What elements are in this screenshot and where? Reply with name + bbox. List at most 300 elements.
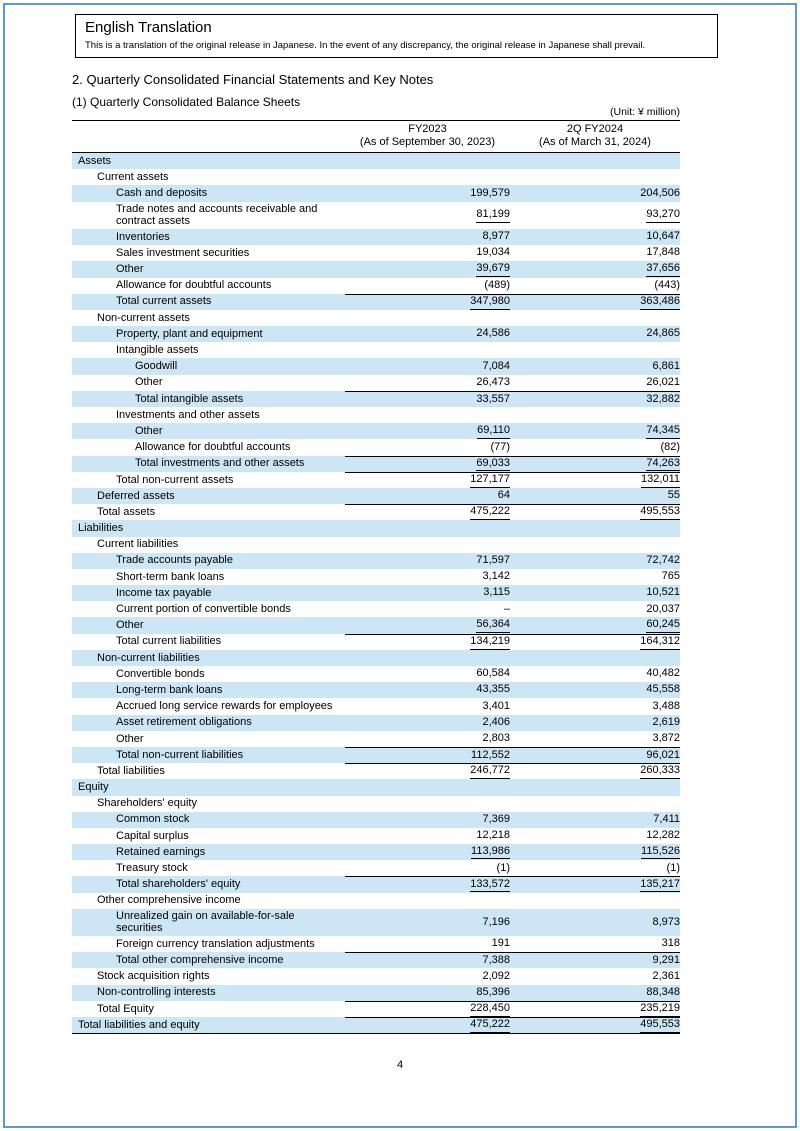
value-2q-fy2024 (510, 952, 680, 968)
value-2q-fy2024 (510, 779, 680, 795)
row-label: Inventories (116, 230, 170, 243)
amount: 495,553 (640, 505, 680, 520)
unit-note: (Unit: ¥ million) (609, 106, 680, 118)
value-fy2023 (345, 779, 510, 795)
amount: 127,177 (470, 473, 510, 488)
row-label: Total current liabilities (116, 635, 222, 648)
amount: 495,553 (640, 1018, 680, 1033)
amount: 71,597 (476, 553, 510, 566)
amount: 40,482 (646, 667, 680, 680)
value-fy2023 (345, 812, 510, 828)
amount: 113,986 (471, 845, 510, 860)
amount: 3,872 (652, 732, 680, 745)
table-row (72, 731, 680, 747)
amount: (1) (666, 861, 680, 874)
value-fy2023 (345, 763, 510, 779)
row-label: Other comprehensive income (97, 894, 241, 907)
value-2q-fy2024 (510, 812, 680, 828)
row-label: Other (135, 376, 163, 389)
table-row (72, 569, 680, 585)
amount: 24,865 (646, 327, 680, 340)
amount: 246,772 (470, 764, 510, 779)
amount: 191 (491, 937, 510, 950)
table-row (72, 375, 680, 391)
value-2q-fy2024 (510, 985, 680, 1001)
value-fy2023 (345, 617, 510, 633)
row-label: Common stock (116, 813, 190, 826)
value-fy2023 (345, 294, 510, 310)
table-row (72, 763, 680, 779)
value-2q-fy2024 (510, 358, 680, 374)
table-row (72, 520, 680, 536)
row-label: Treasury stock (116, 862, 188, 875)
amount: 74,263 (646, 457, 680, 472)
value-2q-fy2024 (510, 698, 680, 714)
amount: 10,521 (646, 586, 680, 599)
table-row (72, 456, 680, 472)
row-label: Shareholders' equity (97, 797, 197, 810)
value-fy2023 (345, 682, 510, 698)
amount: 133,572 (470, 878, 510, 893)
value-fy2023 (345, 715, 510, 731)
value-fy2023 (345, 153, 510, 169)
table-row (72, 229, 680, 245)
row-label: Total liabilities and equity (78, 1018, 200, 1031)
amount: 60,584 (476, 667, 510, 680)
subsection-title: (1) Quarterly Consolidated Balance Sheets (72, 95, 301, 109)
value-fy2023 (345, 968, 510, 984)
value-fy2023 (345, 569, 510, 585)
row-label: Other (116, 263, 144, 276)
amount: 12,218 (476, 829, 510, 842)
value-fy2023 (345, 439, 510, 455)
value-2q-fy2024 (510, 936, 680, 952)
amount: 60,245 (646, 618, 680, 633)
amount: 7,411 (653, 812, 680, 825)
table-row (72, 634, 680, 650)
value-2q-fy2024 (510, 310, 680, 326)
value-fy2023 (345, 202, 510, 229)
table-body (72, 153, 680, 1034)
value-fy2023 (345, 229, 510, 245)
table-row (72, 488, 680, 504)
amount: 64 (497, 489, 510, 502)
value-2q-fy2024 (510, 634, 680, 650)
amount: 228,450 (470, 1002, 510, 1017)
value-2q-fy2024 (510, 682, 680, 698)
amount: 347,980 (470, 295, 510, 310)
table-row (72, 952, 680, 968)
notice-title: English Translation (85, 19, 212, 36)
table-row (72, 796, 680, 812)
row-label: Property, plant and equipment (116, 327, 263, 340)
row-label: Assets (78, 154, 112, 167)
value-2q-fy2024 (510, 796, 680, 812)
amount: 69,033 (476, 457, 510, 472)
amount: 33,557 (476, 392, 510, 405)
amount: 8,977 (482, 230, 510, 243)
value-2q-fy2024 (510, 860, 680, 876)
amount: 39,679 (476, 262, 510, 277)
row-label: Equity (78, 781, 109, 794)
value-2q-fy2024 (510, 731, 680, 747)
value-2q-fy2024 (510, 278, 680, 294)
value-2q-fy2024 (510, 407, 680, 423)
amount: 2,361 (652, 969, 680, 982)
row-label: Total Equity (97, 1002, 154, 1015)
amount: 132,011 (641, 473, 680, 488)
row-label: Total shareholders' equity (116, 878, 241, 891)
table-row (72, 1017, 680, 1033)
amount: 135,217 (640, 878, 680, 893)
amount: 10,647 (646, 230, 680, 243)
value-fy2023 (345, 245, 510, 261)
value-fy2023 (345, 488, 510, 504)
translation-notice (75, 14, 718, 58)
value-fy2023 (345, 828, 510, 844)
value-fy2023 (345, 169, 510, 185)
value-fy2023 (345, 537, 510, 553)
amount: (77) (490, 440, 510, 453)
row-label: Non-current liabilities (97, 651, 200, 664)
row-label: Total intangible assets (135, 392, 244, 405)
amount: 112,552 (471, 748, 510, 761)
value-fy2023 (345, 1017, 510, 1033)
value-2q-fy2024 (510, 747, 680, 763)
amount: 56,364 (476, 618, 510, 633)
value-fy2023 (345, 844, 510, 860)
value-fy2023 (345, 358, 510, 374)
amount: 2,619 (652, 715, 680, 728)
amount: 260,333 (640, 764, 680, 779)
table-header (72, 120, 680, 154)
amount: 7,388 (482, 954, 510, 967)
amount: 81,199 (476, 208, 510, 223)
page-number: 4 (396, 1059, 404, 1071)
row-label: Total other comprehensive income (116, 954, 284, 967)
header-label-spacer (72, 123, 345, 151)
table-row (72, 310, 680, 326)
amount: 69,110 (477, 424, 510, 439)
amount: 88,348 (646, 985, 680, 998)
value-2q-fy2024 (510, 876, 680, 892)
table-row (72, 698, 680, 714)
value-2q-fy2024 (510, 456, 680, 472)
table-row (72, 715, 680, 731)
amount: 2,803 (482, 732, 510, 745)
table-row (72, 909, 680, 936)
table-row (72, 423, 680, 439)
column-title: FY2023 (408, 122, 447, 135)
amount: 7,196 (482, 915, 510, 928)
table-row (72, 153, 680, 169)
value-fy2023 (345, 876, 510, 892)
amount: 37,656 (646, 262, 680, 277)
table-row (72, 650, 680, 666)
amount: 3,401 (482, 699, 510, 712)
amount: 134,219 (470, 635, 510, 650)
row-label: Current assets (97, 171, 169, 184)
row-label: Sales investment securities (116, 246, 250, 259)
amount: 7,084 (482, 359, 510, 372)
amount: 85,396 (476, 985, 510, 998)
table-row (72, 617, 680, 633)
value-2q-fy2024 (510, 202, 680, 229)
row-label: Allowance for doubtful accounts (135, 441, 291, 454)
row-label: Accrued long service rewards for employees (116, 700, 333, 713)
amount: 3,142 (482, 570, 510, 583)
amount: 3,115 (483, 586, 510, 599)
table-row (72, 245, 680, 261)
amount: 115,526 (641, 845, 680, 860)
row-label: Current liabilities (97, 538, 179, 551)
table-row (72, 828, 680, 844)
value-fy2023 (345, 985, 510, 1001)
value-2q-fy2024 (510, 504, 680, 520)
section-title: 2. Quarterly Consolidated Financial Statements and Key Notes (72, 72, 434, 87)
value-2q-fy2024 (510, 553, 680, 569)
value-fy2023 (345, 893, 510, 909)
value-fy2023 (345, 952, 510, 968)
table-row (72, 439, 680, 455)
table-row (72, 747, 680, 763)
column-header-fy2023 (345, 123, 510, 151)
table-row (72, 844, 680, 860)
table-row (72, 169, 680, 185)
value-fy2023 (345, 342, 510, 358)
value-fy2023 (345, 585, 510, 601)
notice-body: This is a translation of the original release in Japanese. In the event of any discrepancy, the original release in Japanese shall prevail. (85, 39, 646, 51)
amount: 318 (661, 937, 680, 950)
value-fy2023 (345, 796, 510, 812)
table-row (72, 968, 680, 984)
value-2q-fy2024 (510, 1017, 680, 1033)
amount: 12,282 (646, 829, 680, 842)
row-label: Total non-current liabilities (116, 748, 244, 761)
value-fy2023 (345, 698, 510, 714)
table-row (72, 504, 680, 520)
amount: 74,345 (646, 424, 680, 439)
table-row (72, 1001, 680, 1017)
row-label: Total assets (97, 505, 156, 518)
amount: 164,312 (640, 635, 680, 650)
amount: 8,973 (652, 915, 680, 928)
row-label: Trade accounts payable (116, 554, 233, 567)
row-label: Foreign currency translation adjustments (116, 937, 315, 950)
value-2q-fy2024 (510, 245, 680, 261)
value-2q-fy2024 (510, 261, 680, 277)
amount: (443) (654, 278, 680, 291)
amount: 43,355 (476, 683, 510, 696)
value-2q-fy2024 (510, 488, 680, 504)
column-header-2q-fy2024 (510, 123, 680, 151)
row-label: Unrealized gain on available-for-sale securities (116, 909, 295, 935)
amount: 475,222 (470, 505, 510, 520)
table-row (72, 553, 680, 569)
value-fy2023 (345, 423, 510, 439)
row-label: Investments and other assets (116, 408, 260, 421)
value-fy2023 (345, 407, 510, 423)
row-label: Asset retirement obligations (116, 716, 252, 729)
row-label: Stock acquisition rights (97, 970, 210, 983)
value-2q-fy2024 (510, 569, 680, 585)
amount: 96,021 (646, 748, 680, 761)
amount: 2,092 (482, 969, 510, 982)
row-label: Income tax payable (116, 586, 212, 599)
row-label: Short-term bank loans (116, 570, 225, 583)
value-2q-fy2024 (510, 893, 680, 909)
row-label: Total liabilities (97, 764, 165, 777)
value-2q-fy2024 (510, 423, 680, 439)
table-row (72, 326, 680, 342)
row-label: Other (116, 619, 144, 632)
value-fy2023 (345, 185, 510, 201)
row-label: Trade notes and accounts receivable and contract assets (116, 202, 318, 228)
table-row (72, 185, 680, 201)
table-row (72, 812, 680, 828)
row-label: Cash and deposits (116, 187, 208, 200)
value-fy2023 (345, 634, 510, 650)
row-label: Convertible bonds (116, 667, 205, 680)
value-fy2023 (345, 310, 510, 326)
row-label: Total current assets (116, 295, 212, 308)
amount: 26,021 (646, 375, 680, 388)
value-fy2023 (345, 472, 510, 488)
table-row (72, 472, 680, 488)
row-label: Non-controlling interests (97, 986, 216, 999)
value-2q-fy2024 (510, 617, 680, 633)
value-2q-fy2024 (510, 968, 680, 984)
value-fy2023 (345, 1001, 510, 1017)
value-fy2023 (345, 326, 510, 342)
amount: 199,579 (470, 186, 510, 199)
value-2q-fy2024 (510, 520, 680, 536)
table-row (72, 358, 680, 374)
amount: 3,488 (652, 699, 680, 712)
value-2q-fy2024 (510, 326, 680, 342)
amount: 6,861 (652, 359, 680, 372)
value-fy2023 (345, 747, 510, 763)
table-row (72, 985, 680, 1001)
row-label: Deferred assets (97, 489, 175, 502)
table-row (72, 601, 680, 617)
table-row (72, 537, 680, 553)
value-2q-fy2024 (510, 763, 680, 779)
value-2q-fy2024 (510, 909, 680, 936)
table-row (72, 261, 680, 277)
row-label: Non-current assets (97, 311, 190, 324)
value-fy2023 (345, 391, 510, 407)
value-2q-fy2024 (510, 169, 680, 185)
amount: (82) (660, 440, 680, 453)
row-label: Total non-current assets (116, 473, 234, 486)
value-2q-fy2024 (510, 844, 680, 860)
amount: 17,848 (646, 246, 680, 259)
row-label: Capital surplus (116, 829, 189, 842)
amount: 24,586 (476, 327, 510, 340)
value-fy2023 (345, 504, 510, 520)
table-row (72, 666, 680, 682)
column-subtitle: (As of September 30, 2023) (359, 136, 496, 149)
amount: 475,222 (470, 1018, 510, 1033)
table-row (72, 391, 680, 407)
row-label: Total investments and other assets (135, 457, 305, 470)
amount: 204,506 (640, 186, 680, 199)
table-row (72, 860, 680, 876)
amount: 20,037 (646, 602, 680, 615)
value-fy2023 (345, 860, 510, 876)
table-row (72, 342, 680, 358)
value-fy2023 (345, 909, 510, 936)
value-2q-fy2024 (510, 439, 680, 455)
column-title: 2Q FY2024 (566, 122, 624, 135)
row-label: Current portion of convertible bonds (116, 603, 291, 616)
row-label: Other (135, 424, 163, 437)
balance-sheet-table (72, 106, 680, 1034)
amount: 2,406 (482, 715, 510, 728)
value-2q-fy2024 (510, 229, 680, 245)
value-fy2023 (345, 666, 510, 682)
amount: 32,882 (646, 392, 680, 405)
value-2q-fy2024 (510, 342, 680, 358)
amount: 19,034 (476, 246, 510, 259)
value-2q-fy2024 (510, 391, 680, 407)
table-row (72, 893, 680, 909)
row-label: Other (116, 732, 144, 745)
value-fy2023 (345, 731, 510, 747)
value-2q-fy2024 (510, 294, 680, 310)
table-row (72, 294, 680, 310)
value-2q-fy2024 (510, 537, 680, 553)
amount: – (503, 602, 510, 615)
value-2q-fy2024 (510, 1001, 680, 1017)
value-2q-fy2024 (510, 585, 680, 601)
amount: 55 (667, 489, 680, 502)
table-row (72, 278, 680, 294)
value-fy2023 (345, 553, 510, 569)
row-label: Goodwill (135, 360, 178, 373)
amount: 45,558 (646, 683, 680, 696)
value-fy2023 (345, 456, 510, 472)
amount: 7,369 (482, 812, 510, 825)
value-2q-fy2024 (510, 650, 680, 666)
value-fy2023 (345, 520, 510, 536)
amount: (489) (484, 278, 510, 291)
amount: 72,742 (646, 553, 680, 566)
value-2q-fy2024 (510, 153, 680, 169)
value-fy2023 (345, 278, 510, 294)
amount: 765 (661, 570, 680, 583)
value-fy2023 (345, 261, 510, 277)
value-2q-fy2024 (510, 601, 680, 617)
value-2q-fy2024 (510, 828, 680, 844)
amount: 235,219 (640, 1002, 680, 1017)
table-row (72, 585, 680, 601)
value-2q-fy2024 (510, 185, 680, 201)
table-row (72, 779, 680, 795)
table-row (72, 876, 680, 892)
row-label: Allowance for doubtful accounts (116, 279, 272, 292)
value-2q-fy2024 (510, 375, 680, 391)
value-fy2023 (345, 375, 510, 391)
row-label: Retained earnings (116, 845, 206, 858)
amount: (1) (496, 861, 510, 874)
row-label: Long-term bank loans (116, 683, 223, 696)
table-row (72, 936, 680, 952)
amount: 26,473 (476, 375, 510, 388)
table-row (72, 407, 680, 423)
value-fy2023 (345, 650, 510, 666)
